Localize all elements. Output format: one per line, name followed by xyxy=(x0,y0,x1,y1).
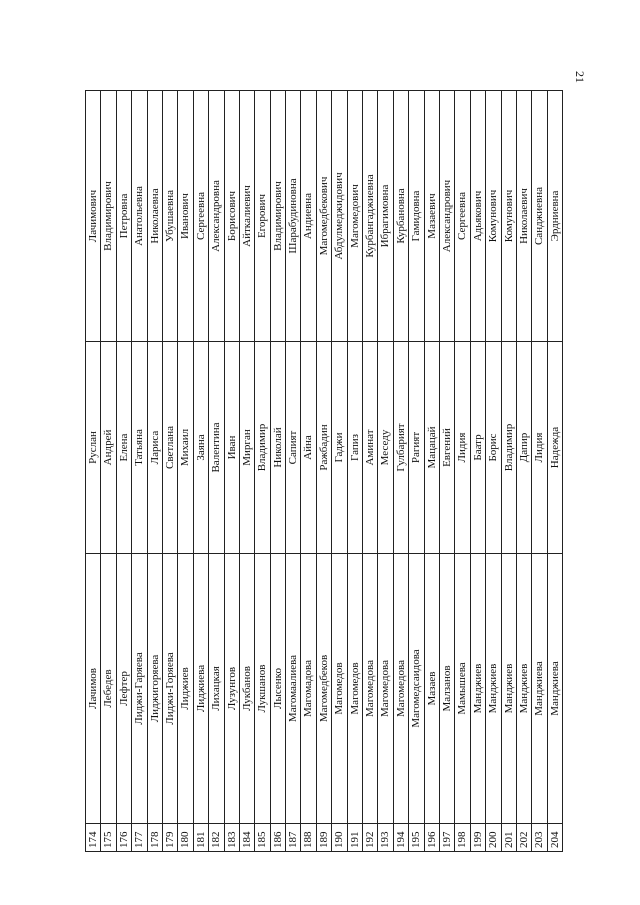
table-row xyxy=(394,91,409,851)
row-number: 204 xyxy=(548,823,563,851)
patronymic-cell: Андиевна xyxy=(302,192,315,240)
table-row xyxy=(240,91,255,851)
last-name-cell: Лиджи-Горяева xyxy=(163,553,177,823)
table-row xyxy=(163,91,178,851)
first-name-cell: Евгений xyxy=(440,341,454,553)
first-name-cell: Иван xyxy=(225,341,239,553)
row-number: 174 xyxy=(86,823,100,851)
row-number: 189 xyxy=(317,823,331,851)
row-number: 177 xyxy=(132,823,146,851)
row-number: 182 xyxy=(209,823,223,851)
last-name-cell: Лиджигоряева xyxy=(148,553,162,823)
patronymic-cell: Анатольевна xyxy=(133,186,146,246)
table-row xyxy=(363,91,378,851)
patronymic-cell: Абдулмеджидович xyxy=(333,172,346,260)
patronymic-cell: Курбановна xyxy=(394,188,407,244)
table-row xyxy=(101,91,116,851)
table-row xyxy=(132,91,147,851)
last-name-cell: Лузунгов xyxy=(225,553,239,823)
patronymic-cell: Петровна xyxy=(117,193,130,239)
patronymic-cell: Убушаевна xyxy=(163,190,176,242)
first-name-cell: Рагият xyxy=(409,341,423,553)
page-number: 21 xyxy=(573,71,587,83)
table-row xyxy=(471,91,486,851)
last-name-cell: Магомедбеков xyxy=(317,553,331,823)
last-name-cell: Лебедев xyxy=(101,553,115,823)
first-name-cell: Руслан xyxy=(86,341,100,553)
row-number: 186 xyxy=(271,823,285,851)
first-name-cell: Гапиз xyxy=(348,341,362,553)
last-name-cell: Мазаев xyxy=(425,553,439,823)
patronymic-cell: Александровна xyxy=(210,180,223,252)
row-number: 195 xyxy=(409,823,423,851)
table-row xyxy=(178,91,193,851)
patronymic-cell: Александрович xyxy=(440,179,453,253)
last-name-cell: Магомадова xyxy=(301,553,315,823)
first-name-cell: Дапир xyxy=(517,341,531,553)
last-name-cell: Манджиев xyxy=(486,553,500,823)
patronymic-cell: Шарабудиновна xyxy=(287,178,300,254)
table-row xyxy=(194,91,209,851)
last-name-cell: Магомедова xyxy=(363,553,377,823)
patronymic-cell: Борисович xyxy=(225,190,238,242)
last-name-cell: Манджиев xyxy=(471,553,485,823)
first-name-cell: Владимир xyxy=(502,341,516,553)
patronymic-cell: Санджиевна xyxy=(533,186,546,246)
last-name-cell: Манджиева xyxy=(548,553,563,823)
last-name-cell: Лиджи-Гаряева xyxy=(132,553,146,823)
table-row xyxy=(425,91,440,851)
patronymic-cell: Адьякович xyxy=(471,190,484,242)
row-number: 179 xyxy=(163,823,177,851)
first-name-cell: Баатр xyxy=(471,341,485,553)
table-row xyxy=(225,91,240,851)
last-name-cell: Мамышева xyxy=(455,553,469,823)
row-number: 198 xyxy=(455,823,469,851)
row-number: 176 xyxy=(117,823,131,851)
row-number: 183 xyxy=(225,823,239,851)
last-name-cell: Лысенко xyxy=(271,553,285,823)
row-number: 181 xyxy=(194,823,208,851)
first-name-cell: Андрей xyxy=(101,341,115,553)
last-name-cell: Магомедсаидова xyxy=(409,553,423,823)
last-name-cell: Магомедова xyxy=(378,553,392,823)
first-name-cell: Мацацай xyxy=(425,341,439,553)
first-name-cell: Айна xyxy=(301,341,315,553)
first-name-cell: Аминат xyxy=(363,341,377,553)
row-number: 193 xyxy=(378,823,392,851)
patronymic-cell: Сергеевна xyxy=(456,192,469,240)
first-name-cell: Мирган xyxy=(240,341,254,553)
first-name-cell: Михаил xyxy=(178,341,192,553)
last-name-cell: Манджиев xyxy=(502,553,516,823)
table-row xyxy=(348,91,363,851)
last-name-cell: Малзанов xyxy=(440,553,454,823)
last-name-cell: Магомаалиева xyxy=(286,553,300,823)
table-container xyxy=(85,90,563,852)
row-number: 178 xyxy=(148,823,162,851)
table-row xyxy=(209,91,224,851)
patronymic-cell: Курбангаджиевна xyxy=(364,174,377,258)
table-row xyxy=(517,91,532,851)
patronymic-cell: Комунович xyxy=(487,189,500,243)
row-number: 187 xyxy=(286,823,300,851)
last-name-cell: Манджиева xyxy=(532,553,546,823)
last-name-cell: Манджиев xyxy=(517,553,531,823)
row-number: 202 xyxy=(517,823,531,851)
row-number: 194 xyxy=(394,823,408,851)
patronymic-cell: Мазаевич xyxy=(425,193,438,239)
patronymic-cell: Гамидовна xyxy=(410,190,423,242)
row-number: 196 xyxy=(425,823,439,851)
patronymic-cell: Сергеевна xyxy=(194,192,207,240)
row-number: 180 xyxy=(178,823,192,851)
table-row xyxy=(532,91,547,851)
patronymic-cell: Николаевич xyxy=(517,188,530,244)
row-number: 199 xyxy=(471,823,485,851)
row-number: 191 xyxy=(348,823,362,851)
first-name-cell: Лидия xyxy=(532,341,546,553)
table-row xyxy=(301,91,316,851)
last-name-cell: Лиджиева xyxy=(194,553,208,823)
patronymic-cell: Иванович xyxy=(179,193,192,239)
first-name-cell: Надежда xyxy=(548,341,563,553)
table-row xyxy=(86,91,101,851)
patronymic-cell: Владимирович xyxy=(271,181,284,251)
row-number: 188 xyxy=(301,823,315,851)
first-name-cell: Гаджи xyxy=(332,341,346,553)
patronymic-cell: Николаевна xyxy=(148,188,161,244)
row-number: 185 xyxy=(255,823,269,851)
last-name-cell: Лачимов xyxy=(86,553,100,823)
patronymic-cell: Ибрагимовна xyxy=(379,184,392,248)
table-row xyxy=(548,91,563,851)
names-table xyxy=(85,90,563,852)
first-name-cell: Ражбадин xyxy=(317,341,331,553)
table-row xyxy=(117,91,132,851)
patronymic-cell: Магомедович xyxy=(348,184,361,248)
last-name-cell: Магомедов xyxy=(332,553,346,823)
table-row xyxy=(440,91,455,851)
first-name-cell: Гулбарият xyxy=(394,341,408,553)
row-number: 192 xyxy=(363,823,377,851)
first-name-cell: Лидия xyxy=(455,341,469,553)
patronymic-cell: Магомедбекович xyxy=(317,176,330,256)
last-name-cell: Лихацкая xyxy=(209,553,223,823)
row-number: 201 xyxy=(502,823,516,851)
first-name-cell: Елена xyxy=(117,341,131,553)
first-name-cell: Светлана xyxy=(163,341,177,553)
last-name-cell: Лукшанов xyxy=(255,553,269,823)
first-name-cell: Меседу xyxy=(378,341,392,553)
table-row xyxy=(378,91,393,851)
first-name-cell: Сапият xyxy=(286,341,300,553)
row-number: 197 xyxy=(440,823,454,851)
first-name-cell: Владимир xyxy=(255,341,269,553)
first-name-cell: Татьяна xyxy=(132,341,146,553)
last-name-cell: Магомедова xyxy=(394,553,408,823)
table-row xyxy=(486,91,501,851)
first-name-cell: Валентина xyxy=(209,341,223,553)
table-row xyxy=(332,91,347,851)
table-row xyxy=(455,91,470,851)
last-name-cell: Магомедов xyxy=(348,553,362,823)
last-name-cell: Лиджиев xyxy=(178,553,192,823)
row-number: 200 xyxy=(486,823,500,851)
patronymic-cell: Лачимович xyxy=(87,189,99,243)
row-number: 203 xyxy=(532,823,546,851)
table-row xyxy=(148,91,163,851)
patronymic-cell: Комунович xyxy=(502,189,515,243)
last-name-cell: Лефтер xyxy=(117,553,131,823)
patronymic-cell: Владимирович xyxy=(102,181,115,251)
table-row xyxy=(255,91,270,851)
table-row xyxy=(286,91,301,851)
patronymic-cell: Эрдниевна xyxy=(548,190,561,242)
first-name-cell: Борис xyxy=(486,341,500,553)
table-row xyxy=(317,91,332,851)
patronymic-cell: Айткалиевич xyxy=(240,185,253,247)
table-row xyxy=(409,91,424,851)
first-name-cell: Николай xyxy=(271,341,285,553)
row-number: 184 xyxy=(240,823,254,851)
table-row xyxy=(502,91,517,851)
first-name-cell: Лариса xyxy=(148,341,162,553)
row-number: 175 xyxy=(101,823,115,851)
patronymic-cell: Егорович xyxy=(256,193,269,239)
first-name-cell: Заяна xyxy=(194,341,208,553)
table-row xyxy=(271,91,286,851)
last-name-cell: Лукбанов xyxy=(240,553,254,823)
row-number: 190 xyxy=(332,823,346,851)
